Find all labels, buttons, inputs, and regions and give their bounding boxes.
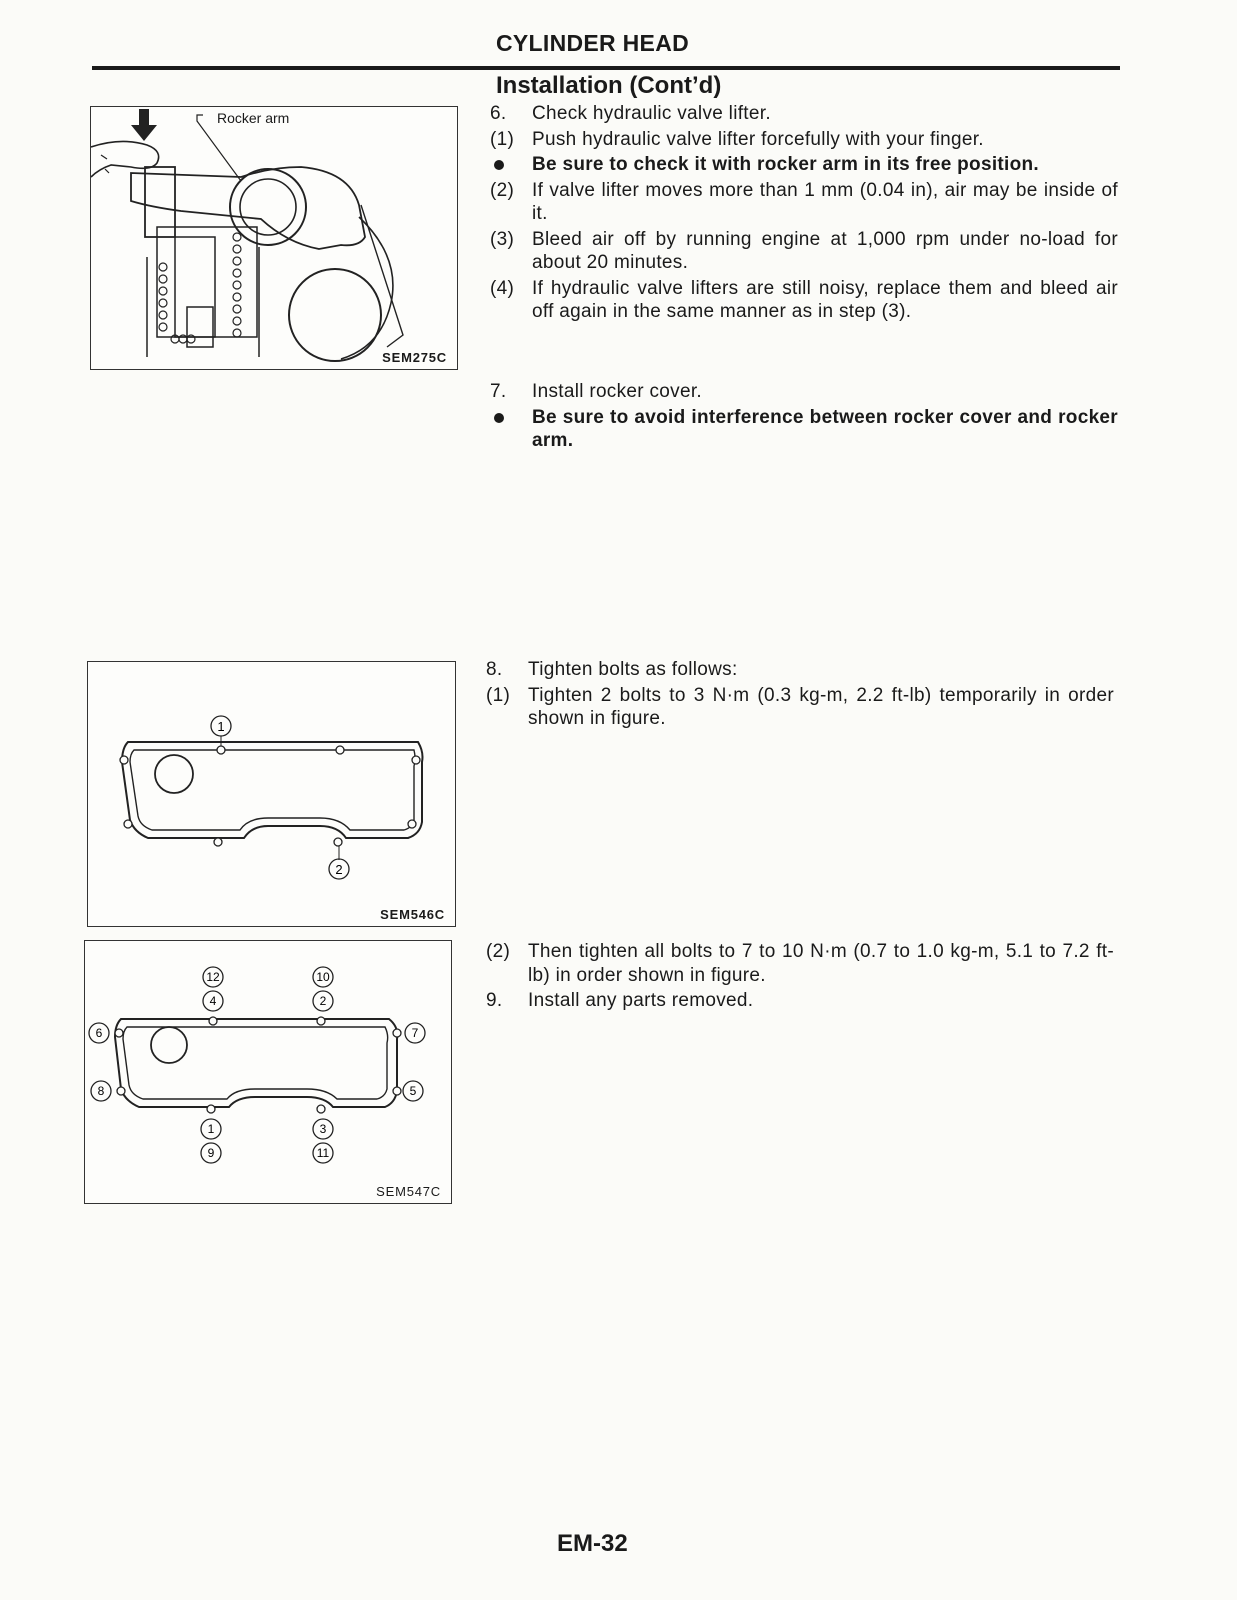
step-number: 8. (486, 659, 503, 680)
step-item (490, 406, 1118, 453)
rocker-cover-illustration (88, 662, 455, 926)
figure-code: SEM547C (376, 1184, 441, 1199)
step-number: (2) (486, 941, 511, 962)
figure-code: SEM546C (380, 907, 445, 922)
step-item (486, 658, 1114, 682)
callout-1: 1 (217, 719, 225, 734)
step-item (490, 380, 1118, 404)
section-title: Installation (Cont’d) (496, 72, 722, 99)
callout-2: 2 (319, 994, 327, 1008)
step-number: 6. (490, 103, 507, 124)
steps-block-9 (486, 940, 1114, 1015)
step-item (490, 102, 1118, 126)
step-text: Install any parts removed. (528, 990, 754, 1011)
figure-rocker-cover-all-bolts (84, 940, 452, 1204)
step-item (490, 228, 1118, 275)
step-number: 7. (490, 381, 507, 402)
step-text: If hydraulic valve lifters are still noisy, replace them and bleed air off again in the same manner as in step (3). (532, 277, 1118, 322)
step-text: Push hydraulic valve lifter forcefully with your finger. (532, 128, 984, 150)
rocker-arm-illustration (91, 107, 457, 369)
callout-7: 7 (411, 1026, 419, 1040)
step-text: Be sure to avoid interference between rocker cover and rocker arm. (532, 406, 1118, 451)
callout-2: 2 (335, 862, 343, 877)
step-text: Be sure to check it with rocker arm in its free position. (532, 154, 1040, 175)
callout-8: 8 (97, 1084, 105, 1098)
step-number: (1) (490, 128, 515, 150)
header-rule (92, 66, 1120, 70)
step-number: (4) (490, 277, 515, 299)
step-number: (2) (490, 179, 515, 201)
steps-block-8 (486, 658, 1114, 733)
step-item (486, 684, 1114, 731)
callout-9: 9 (207, 1146, 215, 1160)
figure-rocker-cover-two-bolts (87, 661, 456, 927)
callout-4: 4 (209, 994, 217, 1008)
step-text: Install rocker cover. (532, 381, 702, 402)
figure-code: SEM275C (382, 350, 447, 365)
step-number: 9. (486, 990, 503, 1011)
page-header-title: CYLINDER HEAD (496, 30, 690, 56)
callout-12: 12 (206, 970, 220, 984)
step-text: Bleed air off by running engine at 1,000 rpm under no-load for about 20 minutes. (532, 228, 1118, 273)
step-item (490, 277, 1118, 324)
step-item (486, 940, 1114, 987)
finger-outline (91, 141, 159, 177)
steps-block-7 (490, 380, 1118, 455)
step-text: If valve lifter moves more than 1 mm (0.04 in), air may be inside of it. (532, 179, 1118, 224)
push-arrow-icon (131, 109, 157, 141)
step-item (490, 153, 1118, 177)
step-text: Then tighten all bolts to 7 to 10 N·m (0.7 to 1.0 kg-m, 5.1 to 7.2 ft-lb) in order shown in figure. (528, 941, 1114, 986)
step-item (490, 128, 1118, 152)
bullet-icon (490, 406, 532, 453)
step-number: (3) (490, 228, 515, 250)
callout-11: 11 (316, 1146, 330, 1160)
bullet-icon (490, 153, 532, 177)
rocker-cover-sequence-illustration (85, 941, 451, 1203)
callout-10: 10 (316, 970, 330, 984)
step-number: (1) (486, 684, 511, 706)
rocker-arm-label: Rocker arm (217, 110, 290, 126)
callout-1: 1 (207, 1122, 215, 1136)
step-item (486, 989, 1114, 1013)
callout-3: 3 (319, 1122, 327, 1136)
step-text: Tighten 2 bolts to 3 N·m (0.3 kg-m, 2.2 ft-lb) temporarily in order shown in figure. (528, 684, 1114, 729)
steps-block-6 (490, 102, 1118, 326)
figure-rocker-arm (90, 106, 458, 370)
callout-5: 5 (409, 1084, 417, 1098)
step-text: Check hydraulic valve lifter. (532, 103, 771, 124)
page-number: EM-32 (557, 1530, 628, 1557)
step-text: Tighten bolts as follows: (528, 659, 738, 680)
callout-6: 6 (95, 1026, 103, 1040)
step-item (490, 179, 1118, 226)
